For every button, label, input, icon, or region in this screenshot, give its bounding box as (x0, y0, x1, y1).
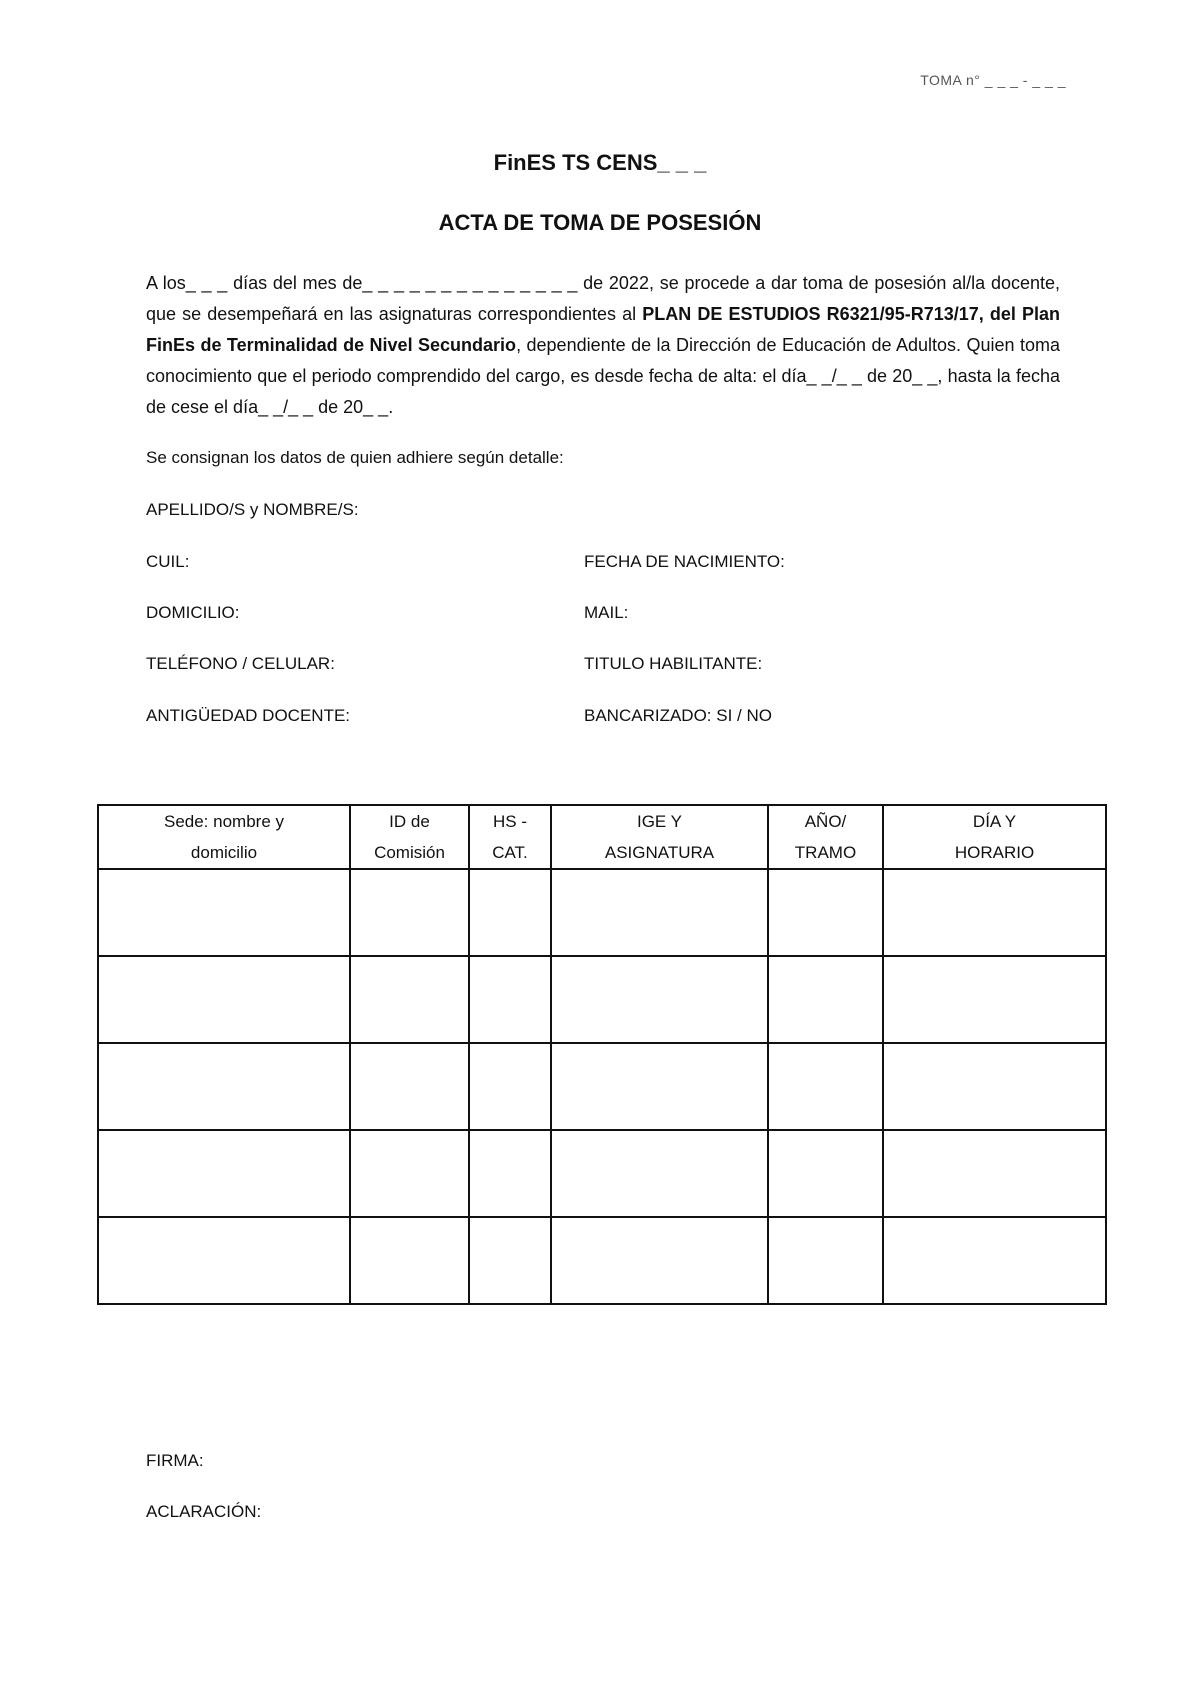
paragraph-part-1: A los_ _ _ días del mes de_ _ _ _ _ _ _ _ _ _ _ _ _ _ de 2022, se procede a dar toma de posesión al/la docente, que se desempeñará en las asignaturas correspondientes al (146, 273, 1060, 324)
table-cell[interactable] (98, 1130, 350, 1217)
table-cell[interactable] (551, 869, 768, 956)
table-cell[interactable] (883, 869, 1106, 956)
table-cell[interactable] (883, 1217, 1106, 1304)
table-cell[interactable] (469, 1130, 551, 1217)
signature-aclaracion: ACLARACIÓN: (146, 1502, 262, 1521)
document-title: FinES TS CENS_ _ _ (493, 150, 707, 175)
field-apellido-nombre: APELLIDO/S y NOMBRE/S: (146, 500, 359, 519)
table-cell[interactable] (768, 1217, 883, 1304)
field-bancarizado: BANCARIZADO: SI / NO (584, 706, 772, 725)
paragraph-part-2: , dependiente de la Dirección de Educación de Adultos. Quien toma conocimiento que el periodo comprendido del cargo, es desde fecha de alta: el día_ _/_ _ de 20_ _, hasta la fecha de cese el día_ _/_ _ de 20_ _. (146, 335, 1061, 417)
table-cell[interactable] (469, 1043, 551, 1130)
field-domicilio: DOMICILIO: (146, 603, 240, 622)
table-cell[interactable] (469, 1217, 551, 1304)
table-cell[interactable] (350, 1130, 469, 1217)
document-subtitle: ACTA DE TOMA DE POSESIÓN (438, 210, 762, 235)
table-row (98, 1043, 1106, 1130)
table-cell[interactable] (551, 1217, 768, 1304)
table-cell[interactable] (551, 956, 768, 1043)
table-cell[interactable] (883, 1130, 1106, 1217)
table-cell[interactable] (98, 1043, 350, 1130)
toma-number: TOMA n° _ _ _ - _ _ _ (920, 72, 1066, 88)
field-cuil: CUIL: (146, 552, 190, 571)
field-fecha-nacimiento: FECHA DE NACIMIENTO: (584, 552, 785, 571)
header-id-comision: ID de Comisión (350, 805, 469, 869)
body-paragraph (146, 268, 1060, 423)
table-cell[interactable] (350, 956, 469, 1043)
assignments-table (97, 804, 1107, 1305)
table-cell[interactable] (350, 1217, 469, 1304)
table-cell[interactable] (768, 869, 883, 956)
field-telefono: TELÉFONO / CELULAR: (146, 654, 335, 673)
table-cell[interactable] (350, 1043, 469, 1130)
header-hs-cat: HS - CAT. (469, 805, 551, 869)
header-ige-asignatura: IGE Y ASIGNATURA (551, 805, 768, 869)
table-cell[interactable] (469, 956, 551, 1043)
table-row (98, 869, 1106, 956)
table-cell[interactable] (883, 1043, 1106, 1130)
table-header-row (98, 805, 1106, 869)
header-sede: Sede: nombre y domicilio (98, 805, 350, 869)
table-cell[interactable] (768, 956, 883, 1043)
table-row (98, 1130, 1106, 1217)
table-cell[interactable] (98, 869, 350, 956)
header-dia-horario: DÍA Y HORARIO (883, 805, 1106, 869)
table-cell[interactable] (469, 869, 551, 956)
table-cell[interactable] (551, 1130, 768, 1217)
table-cell[interactable] (768, 1043, 883, 1130)
signature-firma: FIRMA: (146, 1451, 204, 1470)
table-row (98, 1217, 1106, 1304)
table-cell[interactable] (98, 956, 350, 1043)
table-row (98, 956, 1106, 1043)
header-anio-tramo: AÑO/ TRAMO (768, 805, 883, 869)
table-cell[interactable] (883, 956, 1106, 1043)
field-antiguedad: ANTIGÜEDAD DOCENTE: (146, 706, 351, 725)
table-cell[interactable] (350, 869, 469, 956)
table-cell[interactable] (98, 1217, 350, 1304)
field-mail: MAIL: (584, 603, 629, 622)
table-cell[interactable] (551, 1043, 768, 1130)
paragraph-bold-plan: PLAN DE ESTUDIOS R6321/95-R713/17, del Plan FinEs de Terminalidad de Nivel Secundario (146, 304, 1061, 355)
field-titulo: TITULO HABILITANTE: (584, 654, 763, 673)
table-cell[interactable] (768, 1130, 883, 1217)
intro-text: Se consignan los datos de quien adhiere según detalle: (146, 448, 564, 467)
